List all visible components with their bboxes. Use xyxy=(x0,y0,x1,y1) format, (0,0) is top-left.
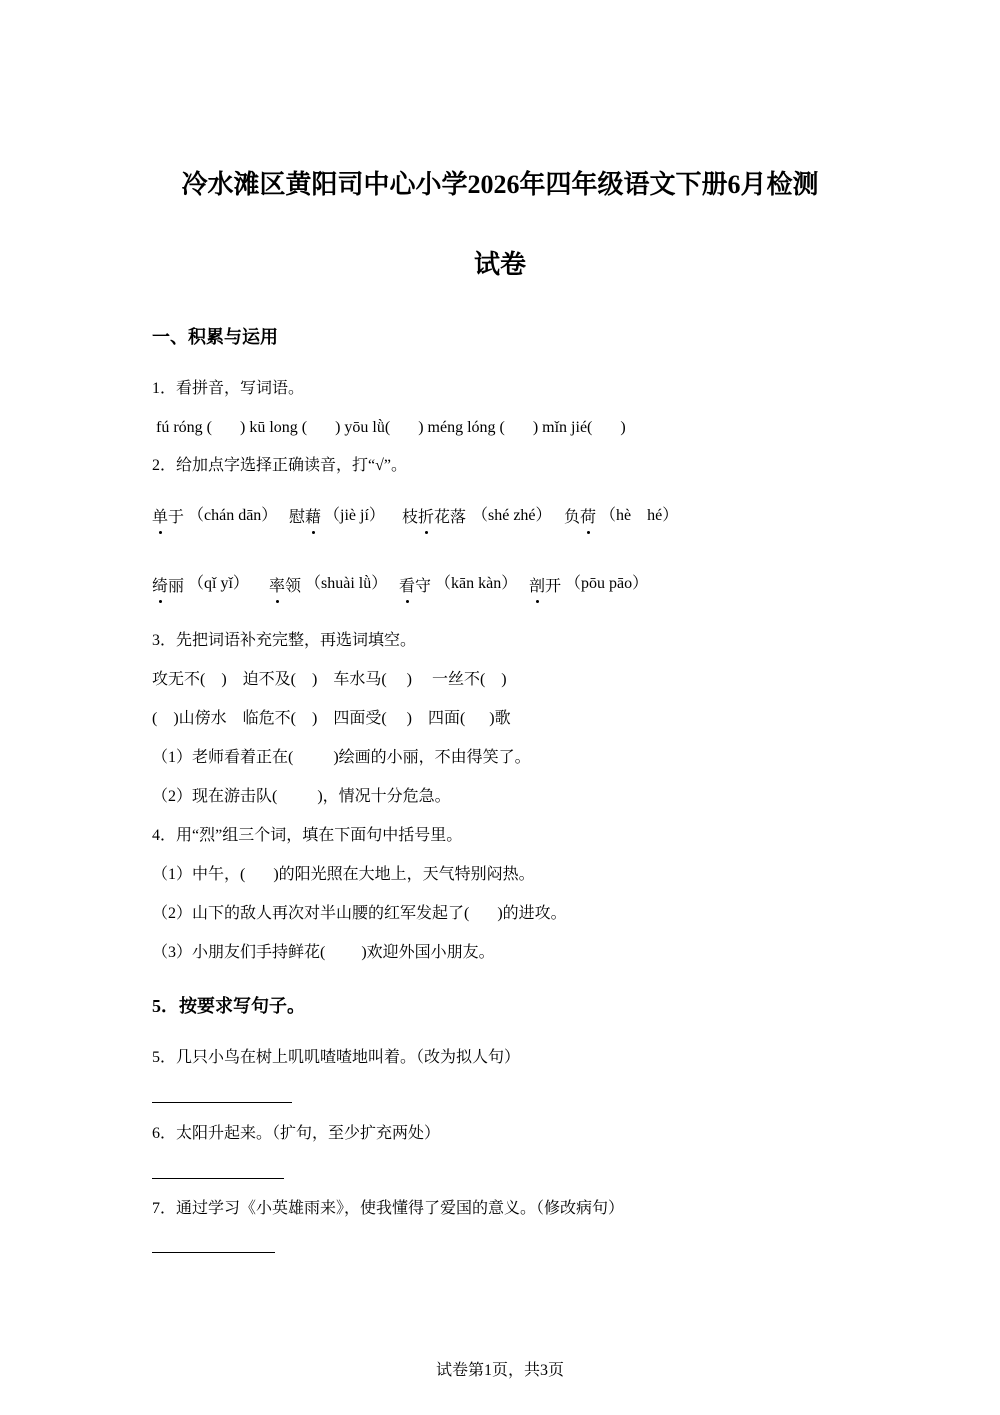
question-6-prompt: 6．太阳升起来。（扩句，至少扩充两处） xyxy=(152,1125,441,1142)
question-4-prompt: 4．用“烈”组三个词，填在下面句中括号里。 xyxy=(152,827,463,844)
fill-sentence: （3）小朋友们手持鲜花( )欢迎外国小朋友。 xyxy=(152,944,495,961)
page-footer: 试卷第1页，共3页 xyxy=(435,1362,564,1379)
reading-options: （hè hé） xyxy=(600,507,679,524)
fill-sentence: （2）现在游击队( )，情况十分危急。 xyxy=(152,788,451,805)
fill-sentence: （2）山下的敌人再次对半山腰的红军发起了( )的进攻。 xyxy=(152,905,567,922)
fill-sentence: （1）老师看着正在( )绘画的小丽，不由得笑了。 xyxy=(152,749,531,766)
fill-sentence: （1）中午，( )的阳光照在大地上，天气特别闷热。 xyxy=(152,866,535,883)
reading-options: （kān kàn） xyxy=(435,575,518,592)
reading-options: （shé zhé） xyxy=(472,507,552,524)
reading-options: （qǐ yǐ） xyxy=(188,575,249,592)
answer-line xyxy=(152,1252,275,1253)
page-title-line1: 冷水滩区黄阳司中心小学2026年四年级语文下册6月检测 xyxy=(181,170,819,199)
reading-item: 看守 xyxy=(399,576,431,598)
reading-item: 绮丽 xyxy=(152,576,184,598)
idiom-line: ( )山傍水 临危不( ) 四面受( ) 四面( )歌 xyxy=(152,710,511,727)
reading-item: 单于 xyxy=(152,507,184,529)
reading-item: 率领 xyxy=(269,576,301,598)
reading-item: 慰藉 xyxy=(289,507,321,529)
page-title-line2: 试卷 xyxy=(473,250,526,279)
reading-item: 剖开 xyxy=(529,576,561,598)
question-3-prompt: 3．先把词语补充完整，再选词填空。 xyxy=(152,632,417,649)
reading-item: 负荷 xyxy=(564,507,596,529)
reading-options: （chán dān） xyxy=(188,507,278,524)
reading-options: （jiè jí） xyxy=(324,507,385,524)
idiom-line: 攻无不( ) 迫不及( ) 车水马( ) 一丝不( ) xyxy=(152,671,507,688)
question-7-prompt: 7．通过学习《小英雄雨来》，使我懂得了爱国的意义。（修改病句） xyxy=(152,1200,625,1217)
section-heading: 一、积累与运用 xyxy=(152,327,278,347)
answer-line xyxy=(152,1102,292,1103)
reading-options: （shuài lǜ） xyxy=(305,575,388,592)
question-2-prompt: 2．给加点字选择正确读音，打“√”。 xyxy=(152,457,407,474)
section-heading: 5．按要求写句子。 xyxy=(152,996,305,1016)
answer-line xyxy=(152,1178,284,1179)
reading-options: （pōu pāo） xyxy=(565,575,649,592)
pinyin-line: fú róng ( ) kū long ( ) yōu lǜ( ) méng lóng ( ) mǐn jié( ) xyxy=(156,419,626,436)
question-5-prompt: 5．几只小鸟在树上叽叽喳喳地叫着。（改为拟人句） xyxy=(152,1049,521,1066)
reading-item: 枝折花落 xyxy=(402,507,466,529)
question-1-prompt: 1．看拼音，写词语。 xyxy=(152,380,305,397)
